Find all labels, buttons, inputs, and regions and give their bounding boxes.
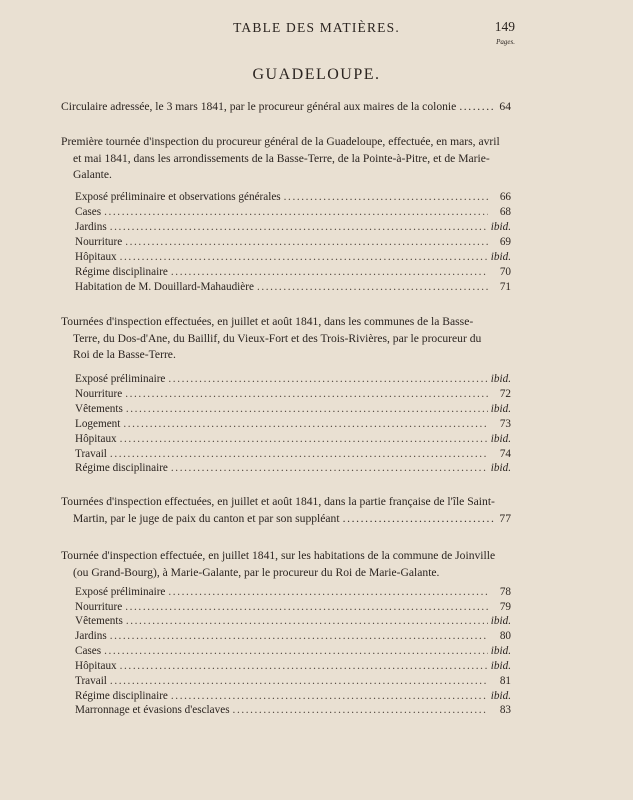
dot-leader xyxy=(120,659,488,674)
dot-leader xyxy=(171,265,488,280)
dot-leader xyxy=(125,235,488,250)
item-page: ibid. xyxy=(490,462,511,474)
dot-leader xyxy=(120,250,488,265)
item-page: ibid. xyxy=(490,690,511,702)
list-item xyxy=(75,659,511,674)
dot-leader xyxy=(110,674,488,689)
item-page: 74 xyxy=(499,448,511,460)
toc-entry-basse-terre xyxy=(61,314,511,364)
entry-line: et mai 1841, dans les arrondissements de la Basse-Terre, de la Pointe-à-Pitre, et de Marie- xyxy=(73,151,490,165)
item-label: Régime disciplinaire xyxy=(75,266,168,278)
entry-line: Première tournée d'inspection du procureur général de la Guadeloupe, effectuée, en mars, avril xyxy=(61,135,500,148)
item-label: Travail xyxy=(75,675,107,687)
list-item xyxy=(75,250,511,265)
item-page: ibid. xyxy=(490,251,511,263)
item-page: 83 xyxy=(499,704,511,716)
item-label: Exposé préliminaire xyxy=(75,373,166,385)
entry-page: 77 xyxy=(499,511,511,525)
item-label: Nourriture xyxy=(75,601,123,613)
dot-leader xyxy=(284,190,488,205)
list-item xyxy=(75,235,511,250)
item-label: Régime disciplinaire xyxy=(75,462,168,474)
dot-leader xyxy=(168,585,488,600)
running-header-title: TABLE DES MATIÈRES. xyxy=(233,20,400,35)
entry-line: Roi de la Basse-Terre. xyxy=(73,348,176,361)
item-page: ibid. xyxy=(490,433,511,445)
dot-leader xyxy=(257,280,488,295)
item-label: Vêtements xyxy=(75,615,123,627)
dot-leader xyxy=(171,689,488,704)
item-page: ibid. xyxy=(490,221,511,233)
item-label: Cases xyxy=(75,206,102,218)
toc-entry-marie-galante xyxy=(61,548,511,581)
dot-leader xyxy=(171,461,488,476)
list-item xyxy=(75,265,511,280)
item-label: Marronnage et évasions d'esclaves xyxy=(75,704,230,716)
item-label: Exposé préliminaire xyxy=(75,586,166,598)
item-label: Hôpitaux xyxy=(75,433,117,445)
item-page: 68 xyxy=(499,206,511,218)
list-item xyxy=(75,190,511,205)
item-label: Travail xyxy=(75,448,107,460)
list-item xyxy=(75,387,511,402)
item-page: 70 xyxy=(499,266,511,278)
list-item xyxy=(75,417,511,432)
dot-leader xyxy=(123,417,488,432)
list-item xyxy=(75,600,511,615)
item-page: ibid. xyxy=(490,660,511,672)
entry-line: Tournée d'inspection effectuée, en juillet 1841, sur les habitations de la commune de Joinville xyxy=(61,549,496,562)
list-item xyxy=(75,205,511,220)
section-title: GUADELOUPE. xyxy=(252,66,381,83)
entry-line: (ou Grand-Bourg), à Marie-Galante, par le procureur du Roi de Marie-Galante. xyxy=(73,565,440,579)
entry-text: Circulaire adressée, le 3 mars 1841, par le procureur général aux maires de la colonie xyxy=(61,100,457,113)
dot-leader xyxy=(110,629,488,644)
item-label: Hôpitaux xyxy=(75,660,117,672)
item-page: 80 xyxy=(499,630,511,642)
list-item xyxy=(75,447,511,462)
page-number: 149 xyxy=(494,19,515,34)
entry-line: Tournées d'inspection effectuées, en juillet et août 1841, dans la partie française de l'île Saint- xyxy=(61,495,495,508)
item-page: ibid. xyxy=(490,373,511,385)
list-item xyxy=(75,629,511,644)
list-item xyxy=(75,220,511,235)
toc-entry-saint-martin xyxy=(61,494,511,527)
item-page: 66 xyxy=(499,191,511,203)
toc-entry-premiere-tournee xyxy=(61,134,511,184)
item-label: Exposé préliminaire et observations générales xyxy=(75,191,281,203)
item-label: Hôpitaux xyxy=(75,251,117,263)
list-item xyxy=(75,703,511,718)
item-page: 73 xyxy=(499,418,511,430)
item-page: ibid. xyxy=(490,403,511,415)
dot-leader xyxy=(110,447,488,462)
dot-leader xyxy=(168,372,487,387)
item-page: 71 xyxy=(499,281,511,293)
dot-leader xyxy=(126,402,488,417)
list-item xyxy=(75,674,511,689)
list-item xyxy=(75,280,511,295)
dot-leader xyxy=(104,205,488,220)
item-label: Jardins xyxy=(75,630,107,642)
item-page: 69 xyxy=(499,236,511,248)
item-label: Nourriture xyxy=(75,236,123,248)
item-label: Jardins xyxy=(75,221,107,233)
item-label: Cases xyxy=(75,645,102,657)
dot-leader xyxy=(120,432,488,447)
item-label: Logement xyxy=(75,418,121,430)
dot-leader xyxy=(125,600,488,615)
entry-page: 64 xyxy=(499,100,511,113)
item-page: 72 xyxy=(499,388,511,400)
item-label: Régime disciplinaire xyxy=(75,690,168,702)
entry-line: Martin, par le juge de paix du canton et par son suppléant xyxy=(73,511,340,525)
item-label: Nourriture xyxy=(75,388,123,400)
list-item xyxy=(75,402,511,417)
list-item xyxy=(75,461,511,476)
dot-leader xyxy=(110,220,488,235)
list-item xyxy=(75,689,511,704)
item-page: ibid. xyxy=(490,645,511,657)
dot-leader xyxy=(343,511,497,528)
item-page: 79 xyxy=(499,601,511,613)
toc-entry-circulaire xyxy=(61,99,511,116)
pages-column-label: Pages. xyxy=(496,38,515,46)
item-page: 78 xyxy=(499,586,511,598)
list-item xyxy=(75,614,511,629)
dot-leader xyxy=(459,99,496,116)
item-label: Habitation de M. Douillard-Mahaudière xyxy=(75,281,254,293)
dot-leader xyxy=(126,614,488,629)
dot-leader xyxy=(233,703,488,718)
item-page: 81 xyxy=(499,675,511,687)
item-label: Vêtements xyxy=(75,403,123,415)
list-item xyxy=(75,644,511,659)
list-item xyxy=(75,432,511,447)
dot-leader xyxy=(104,644,488,659)
list-item xyxy=(75,585,511,600)
entry-line: Terre, du Dos-d'Ane, du Baillif, du Vieux-Fort et des Trois-Rivières, par le procureur du xyxy=(73,331,482,345)
list-item xyxy=(75,372,511,387)
dot-leader xyxy=(125,387,488,402)
item-page: ibid. xyxy=(490,615,511,627)
entry-line: Tournées d'inspection effectuées, en juillet et août 1841, dans les communes de la Basse- xyxy=(61,315,474,328)
entry-line: Galante. xyxy=(73,168,112,181)
